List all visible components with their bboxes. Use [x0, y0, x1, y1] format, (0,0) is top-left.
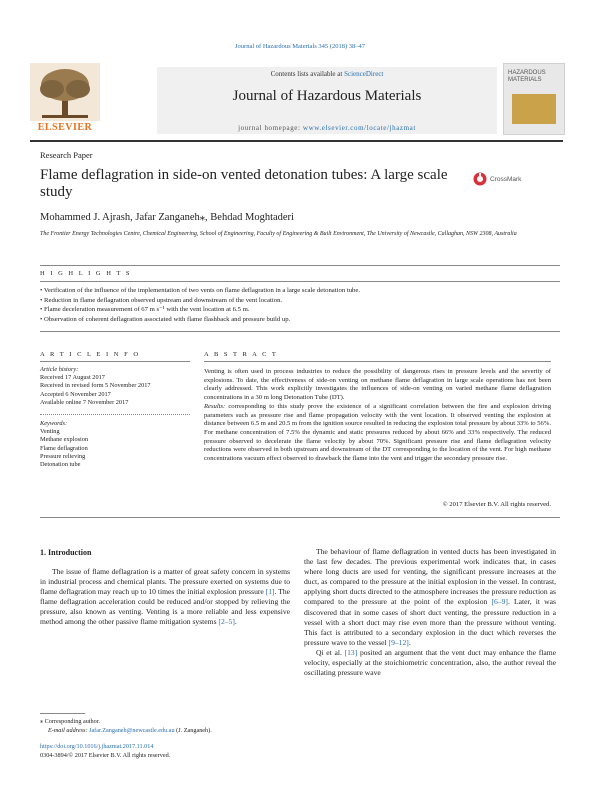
author-list[interactable]: Mohammed J. Ajrash, Jafar Zanganeh⁎, Behdad Moghtaderi — [40, 212, 294, 223]
text-run: The behaviour of flame deflagration in vented ducts has been investigated in the last few decades. The previous experimental work indicates that, in cases where long ducts are used for venting, the significant pressure increases at the duct, as compared to the pressure at the initial explosion in the vessel. In contrast, applying short ducts directed to the atmosphere increases the pressure reduction as compared to the pressure at the point of the explosion — [304, 547, 556, 607]
section-heading-introduction: 1. Introduction — [40, 548, 92, 557]
highlights-rule-mid — [40, 281, 560, 282]
intro-paragraph-3 — [304, 648, 556, 678]
author-affiliation: The Frontier Energy Technologies Centre, Chemical Engineering, School of Engineering, Faculty of Engineering & Built Environment, The University of Newcastle, Callaghan, NSW 2308, Australia — [40, 231, 517, 237]
intro-paragraph-2 — [304, 547, 556, 648]
history-item: Available online 7 November 2017 — [40, 398, 129, 406]
text-run: Qi et al. — [316, 647, 345, 657]
keyword: Pressure relieving — [40, 452, 86, 460]
homepage-link[interactable]: www.elsevier.com/locate/jhazmat — [302, 124, 416, 132]
keyword: Methane explosion — [40, 436, 89, 444]
highlight-item: • Verification of the influence of the implementation of two vents on flame deflagration in a large scale detonation tube. — [40, 287, 361, 294]
keyword: Flame deflagration — [40, 444, 88, 452]
highlight-item: • Flame deceleration measurement of 67 m s⁻¹ with the vent location at 6.5 m. — [40, 306, 250, 314]
elsevier-tree-logo-icon[interactable] — [30, 63, 100, 131]
highlights-list — [40, 286, 560, 324]
article-type: Research Paper — [40, 150, 93, 160]
text-run: . Later, it was discovered that in some cases of short duct venting, the pressure reduction in a vessel with a short duct may rise even more than the pressure without venting. This fact is attributed to a secondary explosion in the duct which reverses the pressure wave to the vessel — [304, 597, 556, 647]
left-column-text — [40, 567, 290, 628]
doi-link[interactable]: https://doi.org/10.1016/j.jhazmat.2017.11.014 — [40, 743, 154, 750]
crossmark-label: CrossMark — [490, 175, 522, 183]
article-history — [40, 366, 190, 407]
keyword: Detonation tube — [40, 461, 81, 469]
text-run: . The flame deflagration acceleration could be reduced and/or stopped by relieving the pressure, also known as venting. Venting is a more reliable and less expensive method among the other passive flame mitigation systems — [40, 587, 290, 627]
email-suffix: (J. Zanganeh). — [174, 726, 212, 734]
contents-line — [157, 70, 497, 78]
corresponding-author-note: ⁎ Corresponding author. — [40, 718, 100, 725]
highlight-item: • Reduction in flame deflagration observed upstream and downstream of the vent location. — [40, 296, 283, 304]
cover-art — [512, 94, 556, 124]
results-label: Results: — [204, 402, 226, 410]
article-title: Flame deflagration in side-on vented detonation tubes: A large scale study — [40, 167, 448, 200]
citation-link[interactable]: [1] — [265, 587, 275, 597]
history-item: Received 17 August 2017 — [40, 374, 105, 382]
keywords-rule — [40, 414, 190, 415]
footnote-rule — [40, 713, 85, 714]
right-column-text — [304, 547, 556, 678]
citation-link[interactable]: [13] — [344, 647, 358, 657]
journal-cover-thumbnail[interactable] — [503, 63, 565, 135]
results-text: corresponding to this study prove the existence of a significant correlation between the fire and explosion driving parameters such as pressure rise and flame propagation velocity with the vent location. It observed venting the explosion at distance between 6.5 m and 20.5 m from the ignition source resulted in reducing the explosion total pressure by about 33% to 56%. For methane concentration of 7.5% the dynamic and static pressures reduced by about 66% and 33% respectively. The reduced pressure observed to decelerate the flame velocity by about 70%. Significant pressure rise and flame deflagration velocity reductions were observed in both upstream and downstream of the DT corresponding to the location of the vent. For high methane concentrations vacuum effect observed to drawback the flame into the vent and trigger the secondary pressure rise. — [204, 402, 551, 463]
keywords-block — [40, 420, 190, 469]
crossmark-icon — [473, 172, 487, 186]
abstract-text — [204, 368, 551, 464]
text-run: posited an argument that the vent duct may enhance the flame velocity, especially at the stoichiometric concentration, also, the author reveal the oscillating pressure wave — [304, 647, 556, 678]
contents-prefix: Contents lists available at — [270, 70, 343, 78]
abstract-paragraph-1: Venting is often used in process industries to reduce the possibility of dangerous rises in pressure levels and the severity of explosions. To date, the effectiveness of side-on venting on methane flame deflagration in large scale operations has not been clearly addressed. This work explicitly investigates the influences of side-on venting on varied methane flame deflagration concentrations in a 30 m long Detonation Tube (DT). — [204, 368, 551, 402]
header-divider — [30, 140, 563, 142]
highlight-item: • Observation of coherent deflagration associated with flame flashback and pressure build up. — [40, 315, 291, 323]
email-line — [40, 727, 290, 736]
abstract-rule-bottom — [40, 517, 560, 518]
issn-line: 0304-3894/© 2017 Elsevier B.V. All rights reserved. — [40, 751, 171, 759]
highlights-rule-bottom — [40, 331, 560, 332]
citation-link[interactable]: [6–9] — [491, 597, 508, 607]
citation-link[interactable]: [2–5] — [218, 617, 235, 627]
journal-title[interactable]: Journal of Hazardous Materials — [232, 88, 422, 104]
abstract-copyright: © 2017 Elsevier B.V. All rights reserved. — [442, 501, 551, 508]
history-item: Accepted 6 November 2017 — [40, 390, 111, 398]
history-item: Received in revised form 5 November 2017 — [40, 382, 151, 390]
sciencedirect-link[interactable]: ScienceDirect — [344, 70, 384, 78]
journal-homepage — [157, 124, 497, 132]
text-run: . — [234, 617, 237, 627]
email-link[interactable]: Jafar.Zanganeh@newcastle.edu.au — [89, 726, 175, 734]
article-info-rule — [40, 361, 190, 362]
highlights-heading: H I G H L I G H T S — [40, 270, 132, 277]
history-label: Article history: — [40, 366, 79, 373]
article-info-heading: A R T I C L E I N F O — [40, 351, 141, 358]
keywords-label: Keywords: — [40, 420, 68, 427]
footnote-block — [40, 718, 290, 760]
cover-title: HAZARDOUS MATERIALS — [508, 70, 546, 83]
highlights-rule-top — [40, 265, 560, 266]
abstract-rule — [204, 361, 551, 362]
text-run: The issue of flame deflagration is a matter of great safety concern in systems in industrial process and chemical plants. The pressure exerted on systems due to flame deflagration may reach up to 10 times the initial explosion pressure — [40, 567, 290, 597]
homepage-prefix: journal homepage: — [238, 124, 301, 132]
publisher-name: ELSEVIER — [37, 122, 93, 133]
intro-paragraph-1 — [40, 567, 290, 628]
abstract-paragraph-2 — [204, 403, 551, 464]
keyword: Venting — [40, 428, 60, 436]
abstract-heading: A B S T R A C T — [204, 351, 278, 358]
text-run: . — [408, 637, 411, 647]
crossmark-badge[interactable] — [473, 172, 521, 186]
footnote-spacer — [40, 735, 290, 743]
journal-citation[interactable]: Journal of Hazardous Materials 345 (2018) 38–47 — [235, 43, 365, 50]
citation-link[interactable]: [9–12] — [388, 637, 409, 647]
email-label: E-mail address: — [48, 726, 88, 734]
